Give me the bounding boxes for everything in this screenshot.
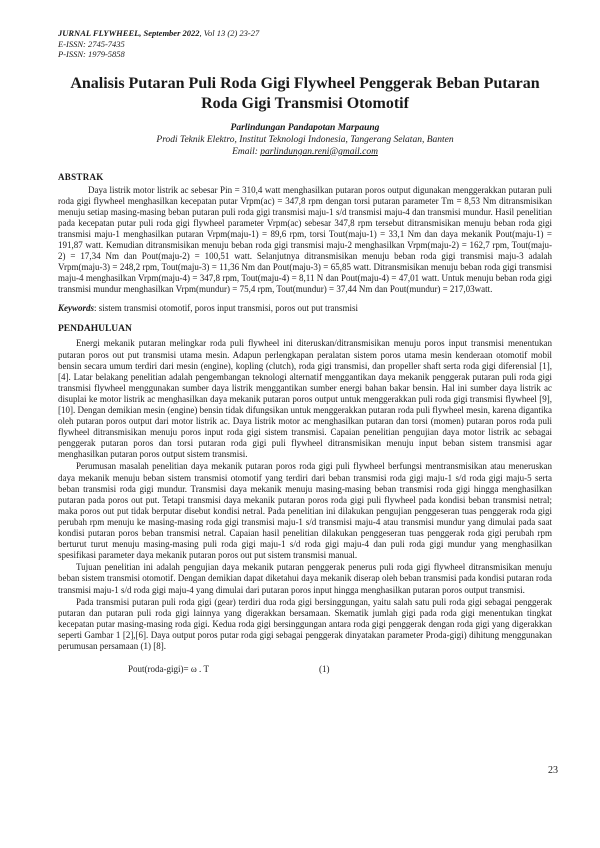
journal-eissn: E-ISSN: 2745-7435 bbox=[58, 38, 125, 49]
abstract-heading: ABSTRAK bbox=[58, 171, 104, 182]
email-label: Email: bbox=[232, 146, 261, 157]
section-heading: PENDAHULUAN bbox=[58, 324, 132, 335]
journal-name: JURNAL FLYWHEEL, September 2022 bbox=[58, 28, 200, 38]
equation-rhs: = ω . T bbox=[183, 664, 209, 675]
journal-volume: , Vol 13 (2) 23-27 bbox=[199, 28, 260, 38]
author-affiliation: Prodi Teknik Elektro, Institut Teknologi Indonesia, Tangerang Selatan, Banten bbox=[156, 134, 454, 145]
author-email-line bbox=[58, 146, 552, 158]
author-block bbox=[58, 122, 552, 158]
journal-pissn: P-ISSN: 1979-5858 bbox=[58, 49, 125, 59]
body-paragraph: Pada transmisi putaran puli roda gigi (gear) terdiri dua roda gigi bersinggungan, yaitu salah satu puli roda gigi sebagai penggerak putaran dan putaran puli roda gigi lainnya yang digerakkan bersamaan. Skematik jumlah gigi pada roda gigi menentukan tingkat kecepatan putar masing-masing roda gigi. Kedua roda gigi bersinggungan antara roda gigi penggerak dengan roda gigi yang digerakkan seperti Gambar 1 [2],[6]. Daya output poros putar roda gigi sebagai penggerak dinyatakan parameter Proda-gigi) dihitung menggunakan perumusan persamaan (1) [8]. bbox=[58, 596, 552, 651]
equation-number: (1) bbox=[319, 664, 330, 675]
body-paragraph: Perumusan masalah penelitian daya mekanik putaran poros roda gigi puli flywheel berfungsi mentransmisikan atau meneruskan daya mekanik menuju beban sistem transmisi otomotif yang terdiri dari beban transmisi roda gigi maju-1 s/d roda gigi maju-5 serta beban transmisi roda gigi mundur. Transmisi daya mekanik menuju masing-masing beban transmisi roda gigi hingga menghasilkan putaran pada poros out put. Tetapi transmisi daya mekanik putaran poros roda gigi puli flywheel pada kondisi beban transmisi netral; maka poros out put tidak berputar disebut kondisi netral. Pada penelitian ini dilakukan pengujian penggeseran tuas penggerak roda gigi perubah rpm menuju ke masing-masing roda gigi transmisi maju-1 s/d transmisi maju-4 atau transmisi mundur yang dimulai pada saat kondisi putaran poros beban transmisi netral. Capaian hasil penelitian dilakukan penggeseran tuas penggerak roda gigi perubah rpm berturut turut menuju masing-masing puli roda gigi maju-1 s/d roda gigi maju-4 dan puli roda gigi mundur yang menghasilkan spesifikasi parameter daya mekanik putaran poros out put sistem transmisi manual. bbox=[58, 461, 552, 561]
keywords-label: Keywords bbox=[58, 303, 94, 314]
author-email-link[interactable]: parlindungan.reni@gmail.com bbox=[260, 146, 378, 157]
keywords-text: : sistem transmisi otomotif, poros input transmisi, poros out put transmisi bbox=[94, 303, 358, 314]
keywords-line bbox=[58, 303, 552, 314]
author-name: Parlindungan Pandapotan Marpaung bbox=[230, 122, 380, 133]
page-number: 23 bbox=[548, 765, 558, 776]
equation-lhs: Pout(roda-gigi) bbox=[128, 664, 184, 675]
journal-header bbox=[58, 28, 552, 60]
body-paragraph: Tujuan penelitian ini adalah pengujian daya mekanik putaran penggerak penerus puli roda gigi flywheel ditransmisikan menuju beban sistem transmisi otomotif. Dengan demikian dapat diketahui daya mekanik diserap oleh beban transmisi pada kondisi putaran roda transmisi maju-1 s/d roda gigi maju-4 yang dimulai dari putaran poros input hingga menghasilkan putaran poros output transmisi. bbox=[58, 562, 552, 595]
paper-title: Analisis Putaran Puli Roda Gigi Flywheel Penggerak Beban Putaran Roda Gigi Transmisi Otomotif bbox=[70, 74, 540, 112]
abstract-text: Daya listrik motor listrik ac sebesar Pin = 310,4 watt menghasilkan putaran poros output digunakan menggerakkan putaran puli roda gigi flywheel menghasilkan kecepatan putar Vrpm(ac) = 347,8 rpm dengan torsi putaran parameter Tm = 8,53 Nm ditransmisikan menuju setiap masing-masing beban putaran puli roda gigi transmisi maju-1 s/d transmisi maju-4 dan transmisi mundur. Hasil penelitian pada kecepatan putar puli roda gigi flywheel parameter Vrpm(ac) sebesar 347,8 rpm tersebut ditransmisikan menuju beban roda gigi transmisi maju-1 menghasilkan putaran Vrpm(maju-1) = 89,6 rpm, torsi Tout(maju-1) = 33,1 Nm dan daya mekanik Pout(maju-1) = 191,87 watt. Kemudian ditransmisikan menuju beban roda gigi transmisi maju-2 menghasilkan Vrpm(maju-2) = 162,7 rpm, Tout(maju-2) = 17,34 Nm dan Pout(maju-2) = 100,51 watt. Selanjutnya ditransmisikan menuju beban roda gigi transmisi maju-3 adalah Vrpm(maju-3) = 248,2 rpm, Tout(maju-3) = 11,36 Nm dan Pout(maju-3) = 65,85 watt. Ditransmisikan menuju beban roda gigi transmisi maju-4 menghasilkan Vrpm(maju-4) = 347,8 rpm, Tout(maju-4) = 8,11 N dan Pout(maju-4) = 47,01 watt. Untuk menuju beban roda gigi transmisi mundur menghasilkan Vrpm(mundur) = 75,4 rpm, Tout(mundur) = 37,44 Nm dan Pout(mundur) = 217,03watt. bbox=[58, 184, 552, 295]
body-paragraph: Energi mekanik putaran melingkar roda puli flywheel ini diteruskan/ditransmisikan menuju poros input transmisi menentukan putaran poros out put transmisi utama mesin. Adapun perlengkapan peralatan sistem poros utama mesin kenderaan otomotif mobil bensin secara umum terdiri dari mesin (engine), kopling (clutch), roda gigi transmisi, dan propeller shaft serta roda gigi diferensial [1],[4]. Latar belakang penelitian adalah pengembangan teknologi alternatif menggantikan daya mekanik penggerak putaran puli roda gigi transmisi flywheel menggunakan sumber daya listrik menggantikan sumber energi bahan bakar bensin. Hal ini sumber daya listrik ac disuplai ke motor listrik ac menghasilkan daya mekanik putaran poros output untuk menggerakkan puli roda gigi transmisi flywheel [9],[10]. Dengan demikian mesin (engine) bensin tidak difungsikan untuk menggerakkan putaran roda puli flywheel mesin, karena digantika oleh putaran poros output dari motor listrik ac. Daya listrik motor ac menghasilkan putaran dan torsi (momen) putaran poros roda puli flywheel ditransmisikan menuju poros input roda gigi sistem transmisi. Capaian penelitian pengujian daya motor listrik ac sebagai penggerak putaran poros dan torsi putaran roda gigi puli flywheel ditransmisikan menuju input beban sistem transmisi agar menghasilkan putaran poros output sistem transmisi. bbox=[58, 338, 552, 460]
equation-1 bbox=[128, 664, 552, 674]
